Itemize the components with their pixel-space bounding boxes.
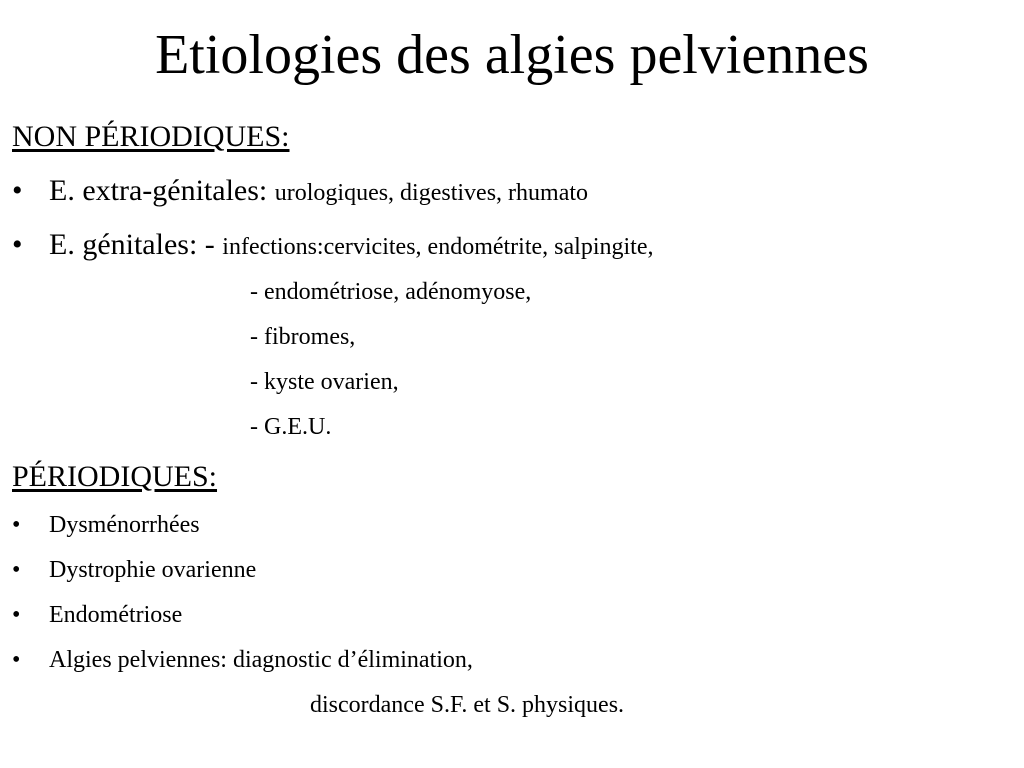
bullet-icon: • bbox=[12, 557, 21, 583]
slide-title: Etiologies des algies pelviennes bbox=[155, 24, 869, 86]
item-label: E. génitales: - bbox=[49, 228, 215, 261]
bullet-icon: • bbox=[12, 647, 21, 673]
item-text: Endométriose bbox=[49, 602, 183, 628]
item-detail: infections:cervicites, endométrite, salpingite, bbox=[222, 234, 654, 260]
bullet-icon: • bbox=[12, 512, 21, 538]
item-text: Dysménorrhées bbox=[49, 512, 200, 538]
bullet-icon: • bbox=[12, 228, 23, 261]
sub-item-endometriose: - endométriose, adénomyose, bbox=[250, 279, 532, 305]
item-label: E. extra-génitales: bbox=[49, 174, 268, 207]
item-detail: urologiques, digestives, rhumato bbox=[274, 180, 589, 206]
bullet-icon: • bbox=[12, 174, 23, 207]
non-periodiques-heading: NON PÉRIODIQUES: bbox=[12, 120, 290, 153]
item-text: Dystrophie ovarienne bbox=[49, 557, 257, 583]
sub-item-geu: - G.E.U. bbox=[250, 414, 332, 440]
sub-item-kyste: - kyste ovarien, bbox=[250, 369, 399, 395]
item-text: Algies pelviennes: diagnostic d’élimination, bbox=[49, 647, 473, 673]
sub-item-fibromes: - fibromes, bbox=[250, 324, 356, 350]
bullet-icon: • bbox=[12, 602, 21, 628]
periodiques-heading: PÉRIODIQUES: bbox=[12, 460, 218, 493]
list-item-continuation: discordance S.F. et S. physiques. bbox=[310, 692, 625, 718]
